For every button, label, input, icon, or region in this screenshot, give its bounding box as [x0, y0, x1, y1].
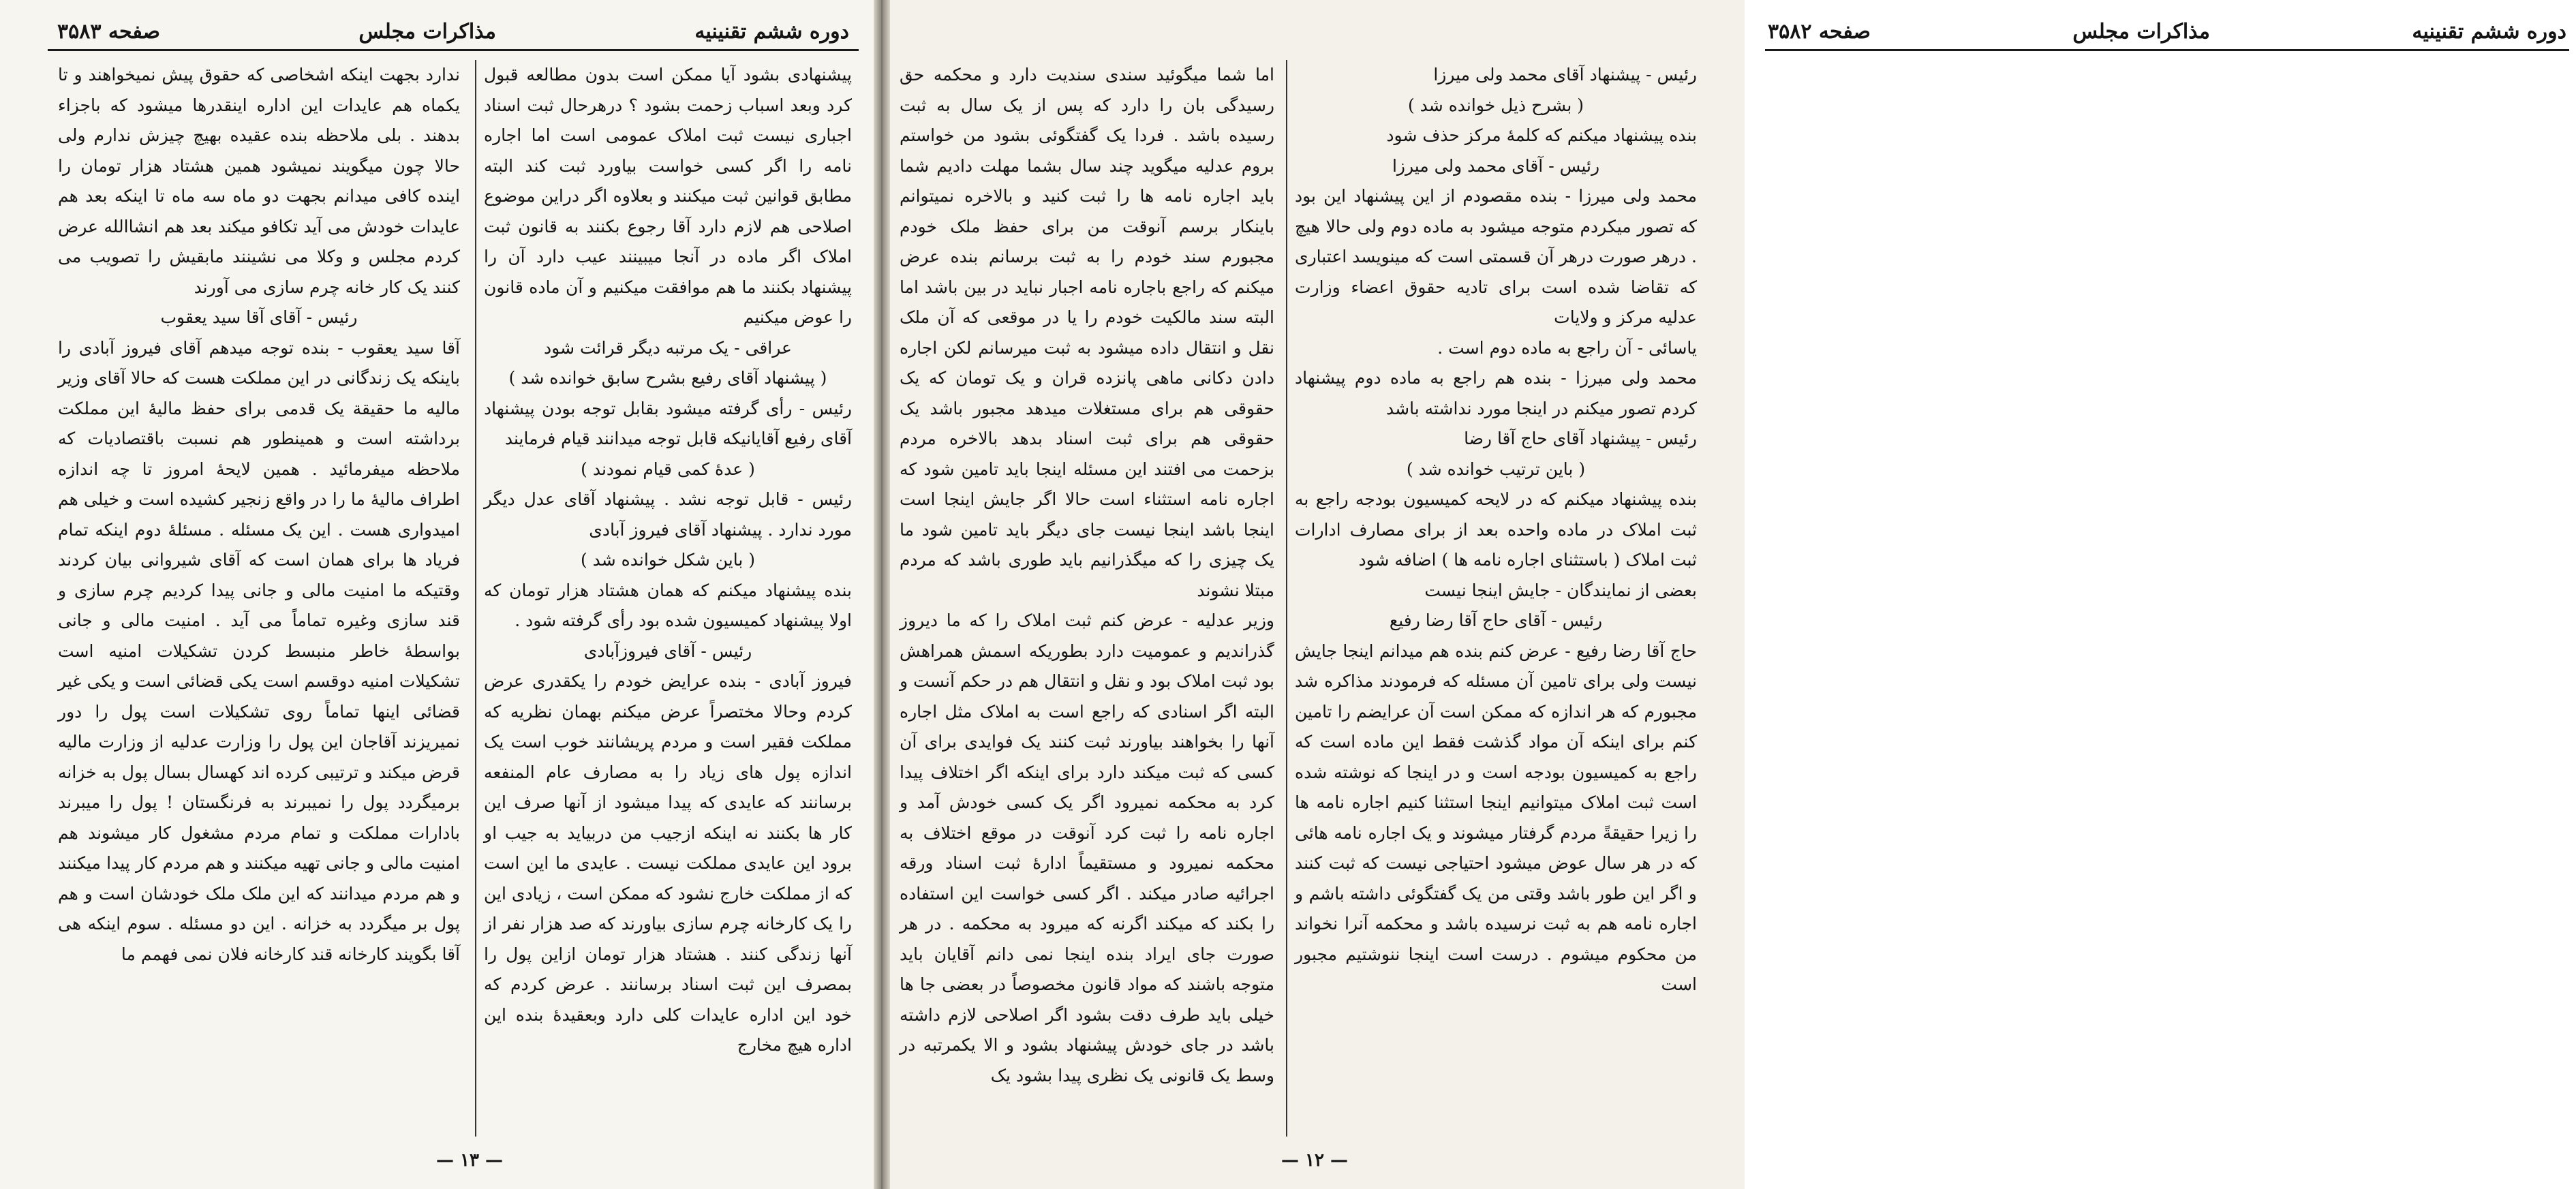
page-3582 — [879, 0, 2566, 1189]
page-header — [1758, 15, 2576, 48]
proposal-text: بنده پیشنهاد میکنم که در لایحه کمیسیون بودجه راجع به ثبت املاک در ماده واحده بعد از برای مصارف ادارات ثبت املاک ( باستثنای اجاره نامه ها ) اضافه شود — [1295, 489, 1697, 570]
column-divider — [475, 60, 476, 1137]
text-column-left — [900, 60, 1274, 1133]
journal-title: مذاکرات مجلس — [2072, 19, 2210, 44]
paragraph: فیروز آبادی - بنده عرایض خودم را یکقدری عرض کردم وحالا مختصراً عرض میکنم بهمان نظریه که مملکت فقیر است و مردم پریشانند خوب است یک اندازه پول های زیاد را به مصارف عام المنفعه برسانند که عایدی که پیدا میشود از آنها صرف این کار ها بکنند نه اینکه ازجیب من دربیاید به جیب او برود این عایدی مملکت نیست . عایدی ما این است که از مملکت خارج نشود که ممکن است ، زیادی این را یک کارخانه چرم سازی بیاورند که صد هزار نفر از آنها زندگی کنند . هشتاد هزار تومان ازاین پول را بمصرف این ثبت اسناد برسانند . عرض کردم که خود این اداره عایدات کلی دارد وبعقیدهٔ بنده این اداره هیچ مخارج — [484, 671, 852, 1055]
vote-note: ( عدهٔ کمی قیام نمودند ) — [581, 459, 755, 479]
proposal-text: بنده پیشنهاد میکنم که همان هشتاد هزار تومان که اولا پیشنهاد کمیسیون شده بود رأی گرفته شود . — [484, 580, 852, 630]
reading-note: ( بشرح ذیل خوانده شد ) — [1407, 95, 1584, 115]
speaker-line: رئیس - پیشنهاد آقای محمد ولی میرزا — [1433, 65, 1697, 84]
text-column-right — [484, 60, 852, 1133]
page-number: صفحه ۳۵۸۳ — [57, 19, 161, 44]
paragraph: وزیر عدلیه - عرض کنم ثبت املاک را که ما دیروز گذراندیم و عمومیت دارد بطوریکه اسمش همراهش بود ثبت املاک بود و نقل و انتقال هم در حکم آنست و البته اگر اسنادی که راجع است به املاک مثل اجاره آنها را بخواهند بیاورند ثبت کنند یک فوایدی برای آن کسی که ثبت میکند دارد برای اینکه اگر اختلاف پیدا کرد به محکمه نمیرود اگر یک کسی خودش آمد و اجاره نامه را ثبت کرد آنوقت در موقع اختلاف به محکمه نمیرود و مستقیماً ادارهٔ ثبت اسناد ورقه اجرائیه صادر میکند . اگر کسی خواست این استفاده را بکند که میکند اگرنه که میرود به محکمه . در هر صورت جای ایراد بنده اینجا نمی دانم آقایان باید متوجه باشند که مواد قانون مخصوصاً در بعضی جا ها خیلی باید طرف دقت بشود اگر اصلاحی لازم داشته باشد در جای خودش پیشنهاد بشود و الا یکمرتبه در وسط یک قانونی یک نظری پیدا بشود یک — [900, 611, 1274, 1085]
folio-number: — ۱۲ — — [1281, 1150, 1349, 1171]
page-header — [48, 15, 859, 48]
paragraph: محمد ولی میرزا - بنده مقصودم از این پیشنهاد این بود که تصور میکردم متوجه میشود به ماده دوم ولی حالا هیچ . درهر صورت درهر آن قسمتی است که مینویسد اعتباری که تقاضا شده است برای تادیه حقوق اعضاء وزارت عدلیه مرکز و ولایات — [1295, 186, 1697, 327]
book-gutter — [874, 0, 890, 1189]
speaker-line: رئیس - قابل توجه نشد . پیشنهاد آقای عدل دیگر مورد ندارد . پیشنهاد آقای فیروز آبادی — [484, 489, 852, 540]
session-title: دوره ششم تقنینیه — [2412, 19, 2566, 44]
reading-note: ( پیشنهاد آقای رفیع بشرح سابق خوانده شد ) — [508, 368, 827, 388]
header-rule — [48, 49, 859, 51]
paragraph: یاسائی - آن راجع به ماده دوم است . — [1437, 337, 1697, 358]
paragraph: آقا سید یعقوب - بنده توجه میدهم آقای فیروز آبادی را باینکه یک زندگانی در این مملکت هست که حالا آقای وزیر مالیه ما حقیقة یک قدمی برای حفظ مالیهٔ این مملکت برداشته است و همینطور هم نسبت باقتصادیات که ملاحظه میفرمائید . همین لایحهٔ امروز تا چه اندازه اطراف مالیهٔ ما را در واقع زنجیر کشیده است و خیلی هم امیدواری هست . این یک مسئله . مسئلهٔ دوم اینکه تمام فریاد ها برای همان است که آقای شیروانی بیان کردند وقتیکه ما امنیت مالی و جانی پیدا کردیم چرم سازی و قند سازی وغیره تماماً می آید . امنیت مالی و جانی بواسطهٔ خاطر منبسط کردن تشکیلات امنیه است تشکیلات امنیه دوقسم است یکی قضائی است و یکی غیر قضائی اینها تماماً روی تشکیلات است پول را دور نمیریزند آقاجان این پول را وزارت عدلیه از وزارت مالیه قرض میکند و ترتیبی کرده اند کهسال بسال پول به خزانه برمیگردد پول را نمیبرند به فرنگستان ! پول را میبرند بادارات مملکت و تمام مردم مشغول کار میشوند هم امنیت مالی و جانی تهیه میکنند و هم مردم کار پیدا میکنند و هم مردم میدانند که این ملک ملک خودشان است و هم پول بر میگردد به خزانه . این دو مسئله . سوم اینکه هی آقا بگویند کارخانه قند کارخانه فلان نمی فهمم ما — [58, 337, 460, 964]
page-3583 — [0, 0, 879, 1189]
paragraph: پیشنهادی بشود آیا ممکن است بدون مطالعه قبول کرد وبعد اسباب زحمت بشود ؟ درهرحال ثبت اسناد اجباری نیست ثبت املاک عمومی است اما اجاره نامه را اگر کسی خواست بیاورد ثبت کند البته مطابق قوانین ثبت میکنند و بعلاوه اگر دراین موضوع اصلاحی هم لازم دارد آقا رجوع بکنند به قانون ثبت املاک اگر ماده در آنجا میبینند عیب دارد آن را پیشنهاد بکنند ما هم موافقت میکنیم و آن ماده قانون را عوض میکنیم — [484, 65, 852, 327]
header-rule — [1765, 49, 2569, 51]
column-divider — [1286, 60, 1287, 1137]
speaker-line: رئیس - آقای محمد ولی میرزا — [1392, 155, 1600, 176]
speaker-line: رئیس - رأی گرفته میشود بقابل توجه بودن پیشنهاد آقای رفیع آقایانیکه قابل توجه میدانند قیام فرمایند — [484, 398, 852, 448]
paragraph: ندارد بجهت اینکه اشخاصی که حقوق پیش نمیخواهند و تا یکماه هم عایدات این اداره اینقدرها میشود که باجزاء بدهند . بلی ملاحظه بنده عقیده بهیچ چیزش ندارم ولی حالا چون میگویند نمیشود همین هشتاد هزار تومان را اینده کافی میدانم بجهت دو ماه سه ماه تا اینکه بعد هم عایدات خودش می آید تکافو میکند بعد هم انشاالله عرض کردم مجلس و وکلا می نشینند مابقیش را تصویب می کنند یک کار خانه چرم سازی می آورند — [58, 65, 460, 297]
speaker-line: عراقی - یک مرتبه دیگر قرائت شود — [544, 337, 792, 358]
proposal-text: بنده پیشنهاد میکنم که کلمهٔ مرکز حذف شود — [1386, 125, 1697, 145]
speaker-line: رئیس - آقای حاج آقا رضا رفیع — [1389, 611, 1603, 630]
paragraph: حاج آقا رضا رفیع - عرض کنم بنده هم میدانم اینجا جایش نیست ولی برای تامین آن مسئله که فرمودند مذاکره شد مجبورم که هر اندازه که ممکن است آن عرایضم را تامین کنم برای اینکه آن مواد گذشت فقط این ماده است که راجع به کمیسیون بودجه است و در اینجا که نوشته شده است ثبت املاک میتوانیم اینجا استثنا کنیم اجاره نامه ها را زیرا حقیقةً مردم گرفتار میشوند و یک اجاره نامه هائی که در هر سال عوض میشود احتیاجی نیست که ثبت کنند و اگر این طور باشد وقتی من یک گفتگوئی داشته باشم و اجاره نامه هم به ثبت نرسیده باشد و محکمه آنرا نخواند من محکوم میشوم . درست است اینجا ننوشتیم مجبور است — [1295, 640, 1697, 994]
reading-note: ( باین شکل خوانده شد ) — [580, 550, 756, 570]
speaker-line: رئیس - آقای آقا سید یعقوب — [160, 307, 358, 327]
text-column-right — [1295, 60, 1697, 1133]
session-title: دوره ششم تقنینیه — [694, 19, 849, 44]
page-number: صفحه ۳۵۸۲ — [1768, 19, 1871, 44]
speaker-line: رئیس - آقای فیروزآبادی — [583, 640, 752, 661]
paragraph: محمد ولی میرزا - بنده هم راجع به ماده دوم پیشنهاد کردم تصور میکنم در اینجا مورد نداشته باشد — [1295, 368, 1697, 418]
reading-note: ( باین ترتیب خوانده شد ) — [1406, 459, 1586, 479]
journal-title: مذاکرات مجلس — [358, 19, 496, 44]
paragraph: بعضی از نمایندگان - جایش اینجا نیست — [1424, 580, 1697, 600]
paragraph: اما شما میگوئید سندی سندیت دارد و محکمه حق رسیدگی بان را دارد که پس از یک سال به ثبت رسیده باشد . فردا یک گفتگوئی بشود من خواستم بروم عدلیه میگوید چند سال بشما مهلت دادیم شما باید اجاره نامه ها را ثبت کنید و بالاخره نمیتوانم باینکار برسم آنوقت من برای حفظ ملک خودم مجبورم سند خودم را به ثبت برسانم بنده عرض میکنم که راجع باجاره نامه اجبار نباید در بین باشد اما البته سند مالکیت خودم را یا در موقعی که آن ملک نقل و انتقال داده میشود به ثبت میرسانم لکن اجاره دادن دکانی ماهی پانزده قران و یک تومان که یک حقوقی هم برای مستغلات میدهد مجبور باشد یک حقوقی هم برای ثبت اسناد بدهد بالاخره مردم بزحمت می افتند این مسئله اینجا باید تامین شود که اجاره نامه استثناء است حالا اگر جایش اینجا است اینجا باشد اینجا نیست جای دیگر باید تامین شود ما یک چیزی را که میگذرانیم باید طوری باشد که مردم مبتلا نشوند — [900, 65, 1274, 600]
folio-number: — ۱۳ — — [436, 1150, 504, 1171]
text-column-left — [58, 60, 460, 1133]
speaker-line: رئیس - پیشنهاد آقای حاج آقا رضا — [1464, 429, 1697, 448]
